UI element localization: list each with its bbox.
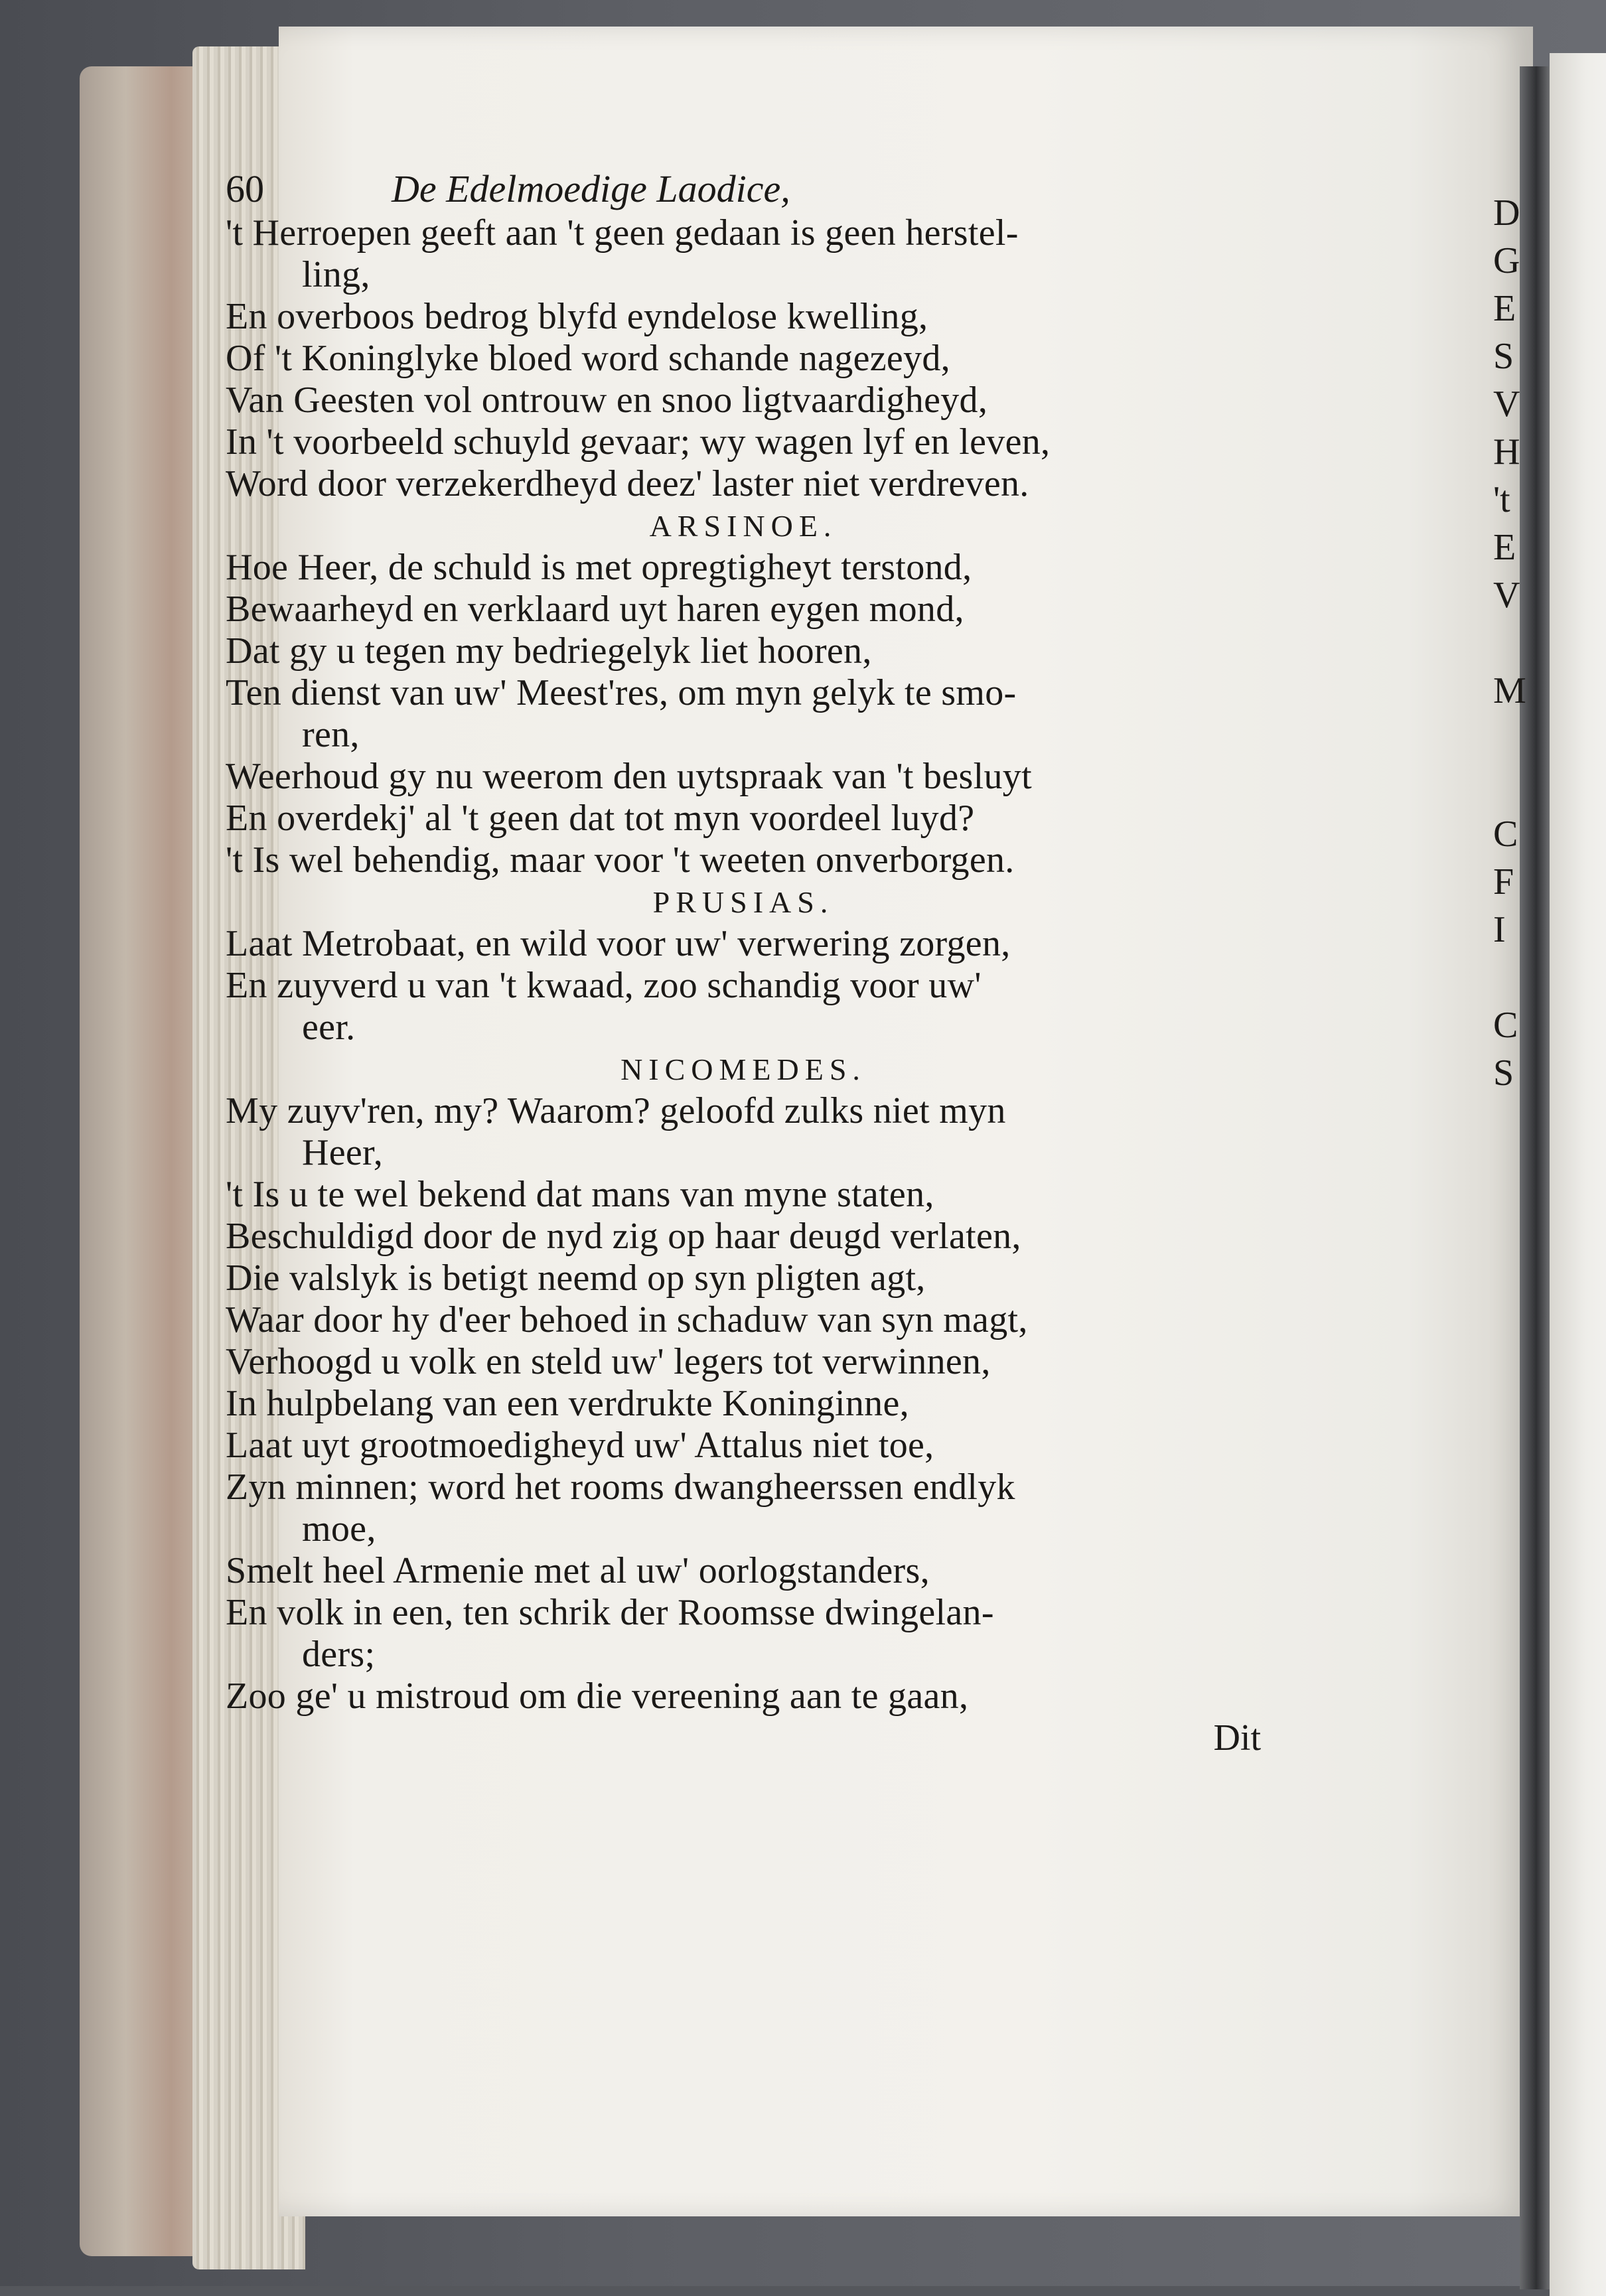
facing-page-letter: S xyxy=(1493,336,1514,377)
speaker-name: PRUSIAS. xyxy=(652,885,834,919)
facing-page-letter: E xyxy=(1493,527,1516,568)
page-text xyxy=(226,166,1261,1759)
verse-lines xyxy=(226,212,1261,1717)
facing-page-letter xyxy=(1493,954,1533,1001)
speaker-name: NICOMEDES. xyxy=(620,1052,866,1086)
facing-page-text xyxy=(1493,189,1533,1097)
page-number: 60 xyxy=(226,167,264,210)
verse-line: En overboos bedrog blyfd eyndelose kwelling, xyxy=(226,296,928,337)
catchword: Dit xyxy=(1213,1717,1261,1758)
facing-page-letter: E xyxy=(1493,288,1516,329)
verse-line: Waar door hy d'eer behoed in schaduw van syn magt, xyxy=(226,1299,1028,1340)
facing-page-letter: I xyxy=(1493,909,1506,950)
running-title: De Edelmoedige Laodice, xyxy=(392,167,790,210)
facing-page-letter: M xyxy=(1493,670,1526,711)
verse-line: Word door verzekerdheyd deez' laster niet verdreven. xyxy=(226,463,1029,504)
verse-line-continuation: Heer, xyxy=(302,1132,384,1173)
verse-line-continuation: ling, xyxy=(302,254,370,295)
verse-line: Dat gy u tegen my bedriegelyk liet hooren, xyxy=(226,630,872,672)
facing-page-letter: G xyxy=(1493,240,1520,281)
verse-line: My zuyv'ren, my? Waarom? geloofd zulks niet myn xyxy=(226,1090,1006,1131)
facing-page-letter: V xyxy=(1493,575,1520,616)
verse-line-continuation: ders; xyxy=(302,1634,376,1675)
verse-line-continuation: moe, xyxy=(302,1508,376,1549)
speaker-name: ARSINOE. xyxy=(649,509,838,543)
verse-line: 't Is wel behendig, maar voor 't weeten onverborgen. xyxy=(226,839,1015,881)
facing-page-letter: 't xyxy=(1493,479,1510,520)
verse-line-continuation: eer. xyxy=(302,1007,356,1048)
page-header xyxy=(226,166,1261,212)
facing-page-letter: D xyxy=(1493,192,1520,234)
verse-line: Zoo ge' u mistroud om die vereening aan te gaan, xyxy=(226,1676,969,1717)
verse-line: Ten dienst van uw' Meest'res, om myn gelyk te smo- xyxy=(226,672,1017,713)
facing-page-letter: C xyxy=(1493,1005,1518,1046)
verse-line: Beschuldigd door de nyd zig op haar deugd verlaten, xyxy=(226,1216,1021,1257)
verse-line: Hoe Heer, de schuld is met opregtigheyt terstond, xyxy=(226,547,972,588)
verse-line: Laat uyt grootmoedigheyd uw' Attalus niet toe, xyxy=(226,1425,934,1466)
verse-line: Van Geesten vol ontrouw en snoo ligtvaardigheyd, xyxy=(226,380,988,421)
facing-page-letter xyxy=(1493,619,1533,667)
facing-page-letter xyxy=(1493,715,1533,762)
facing-page-letter: C xyxy=(1493,814,1518,855)
facing-page-letter: H xyxy=(1493,431,1520,472)
facing-page-letter xyxy=(1493,762,1533,810)
right-page-edge xyxy=(1550,53,1606,2296)
verse-line: In 't voorbeeld schuyld gevaar; wy wagen lyf en leven, xyxy=(226,421,1051,463)
verse-line: En zuyverd u van 't kwaad, zoo schandig voor uw' xyxy=(226,965,982,1006)
verse-line: Weerhoud gy nu weerom den uytspraak van 't besluyt xyxy=(226,756,1032,797)
verse-line: En volk in een, ten schrik der Roomsse dwingelan- xyxy=(226,1592,994,1633)
verse-line: Laat Metrobaat, en wild voor uw' verwering zorgen, xyxy=(226,923,1011,964)
verse-line: Zyn minnen; word het rooms dwangheerssen endlyk xyxy=(226,1467,1015,1508)
verse-line-continuation: ren, xyxy=(302,714,360,755)
facing-page-letter: F xyxy=(1493,861,1514,902)
facing-page-letter: V xyxy=(1493,384,1520,425)
verse-line: 't Herroepen geeft aan 't geen gedaan is geen herstel- xyxy=(226,212,1019,253)
verse-line: 't Is u te wel bekend dat mans van myne staten, xyxy=(226,1174,934,1215)
verse-line: Verhoogd u volk en steld uw' legers tot verwinnen, xyxy=(226,1341,991,1382)
verse-line: In hulpbelang van een verdrukte Koninginne, xyxy=(226,1383,909,1424)
verse-line: Die valslyk is betigt neemd op syn pligten agt, xyxy=(226,1257,926,1299)
verse-line: Bewaarheyd en verklaard uyt haren eygen mond, xyxy=(226,589,964,630)
verse-line: Smelt heel Armenie met al uw' oorlogstanders, xyxy=(226,1550,930,1591)
verse-line: Of 't Koninglyke bloed word schande nagezeyd, xyxy=(226,338,950,379)
verse-line: En overdekj' al 't geen dat tot myn voordeel luyd? xyxy=(226,798,975,839)
facing-page-letter: S xyxy=(1493,1052,1514,1094)
